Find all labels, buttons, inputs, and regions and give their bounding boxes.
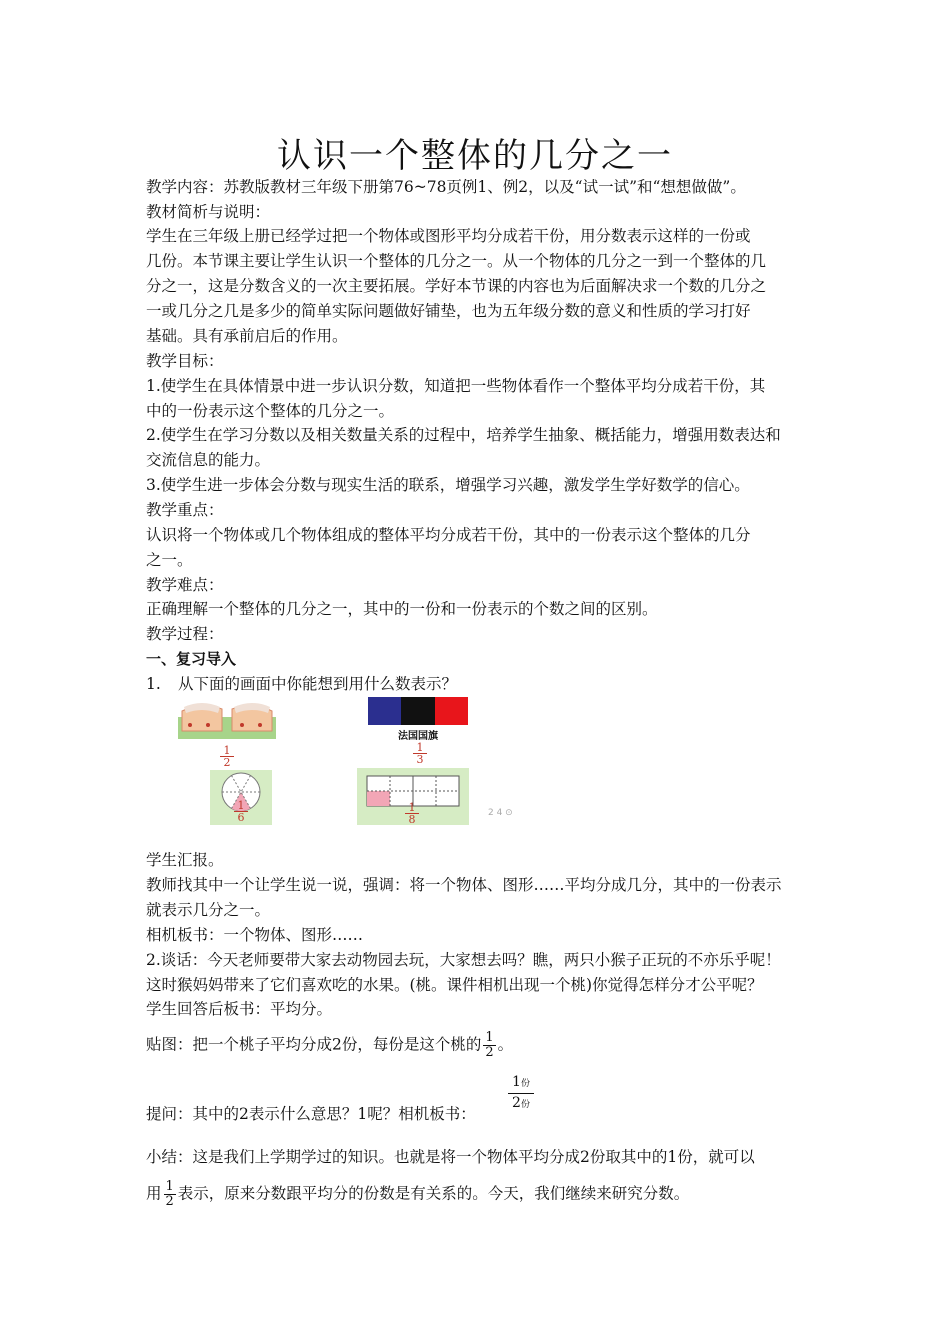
paragraph-line: 教学内容：苏教版教材三年级下册第76~78页例1、例2，以及“试一试”和“想想做做”。 bbox=[146, 178, 746, 196]
paragraph-line: 小结：这是我们上学期学过的知识。也就是将一个物体平均分成2份取其中的1份，就可以 bbox=[146, 1148, 755, 1166]
summary-pre: 用 bbox=[146, 1184, 162, 1203]
french-flag-image bbox=[368, 697, 468, 725]
tietu-end: 。 bbox=[497, 1035, 514, 1054]
paragraph-line: 相机板书：一个物体、图形…… bbox=[146, 926, 364, 944]
tiwen-line: 提问：其中的2表示什么意思？1呢？相机板书： bbox=[146, 1105, 476, 1123]
section-heading: 一、复习导入 bbox=[146, 650, 237, 668]
fraction: $\frac{1}{2}$ bbox=[485, 1030, 494, 1060]
paragraph-line: 这时猴妈妈带来了它们喜欢吃的水果。(桃。课件相机出现一个桃)你觉得怎样分才公平呢？ bbox=[146, 976, 763, 994]
circle-fraction: 1 6 bbox=[226, 800, 256, 823]
paragraph-line: 中的一份表示这个整体的几分之一。 bbox=[146, 402, 395, 420]
paragraph-line: 学生在三年级上册已经学过把一个物体或图形平均分成若干份，用分数表示这样的一份或 bbox=[146, 227, 751, 245]
paragraph-line: 教学重点： bbox=[146, 501, 224, 519]
paragraph-line: 学生汇报。 bbox=[146, 851, 224, 869]
paragraph-line: 就表示几分之一。 bbox=[146, 901, 271, 919]
paragraph-line: 正确理解一个整体的几分之一，其中的一份和一份表示的个数之间的区别。 bbox=[146, 600, 658, 618]
paragraph-line: 基础。具有承前启后的作用。 bbox=[146, 327, 348, 345]
paragraph-line: 1.使学生在具体情景中进一步认识分数，知道把一些物体看作一个整体平均分成若干份，其 bbox=[146, 377, 766, 395]
flag-caption: 法国国旗 bbox=[398, 731, 438, 742]
page-title: 认识一个整体的几分之一 bbox=[277, 136, 673, 176]
paragraph-line: 几份。本节课主要让学生认识一个整体的几分之一。从一个物体的几分之一到一个整体的几 bbox=[146, 252, 767, 270]
fraction: $\frac{1}{2}$ bbox=[165, 1179, 174, 1209]
paragraph-line: 教师找其中一个让学生说一说，强调：将一个物体、图形……平均分成几分，其中的一份表示 bbox=[146, 876, 782, 894]
paragraph-line: 教学目标： bbox=[146, 352, 224, 370]
question-text: 从下面的画面中你能想到用什么数表示？ bbox=[178, 675, 458, 693]
paragraph-line: 3.使学生进一步体会分数与现实生活的联系，增强学习兴趣，激发学生学好数学的信心。 bbox=[146, 476, 750, 494]
paragraph-line: 之一。 bbox=[146, 551, 193, 569]
paragraph-line: 学生回答后板书：平均分。 bbox=[146, 1000, 333, 1018]
stray-marks: 2 4 ⊙ bbox=[488, 808, 513, 818]
question-number: 1. bbox=[146, 675, 161, 693]
paragraph-line: 教材简析与说明： bbox=[146, 203, 271, 221]
paragraph-line: 2.使学生在学习分数以及相关数量关系的过程中，培养学生抽象、概括能力，增强用数表达和 bbox=[146, 426, 781, 444]
paragraph-line: 认识将一个物体或几个物体组成的整体平均分成若干份，其中的一份表示这个整体的几分 bbox=[146, 526, 751, 544]
unit-fraction: 1份 2份 bbox=[508, 1073, 534, 1114]
paragraph-line: 分之一，这是分数含义的一次主要拓展。学好本节课的内容也为后面解决求一个数的几分之 bbox=[146, 277, 767, 295]
paragraph-line: 教学难点： bbox=[146, 576, 224, 594]
tietu-text: 贴图：把一个桃子平均分成2份，每份是这个桃的 bbox=[146, 1035, 482, 1054]
paragraph-line: 一或几分之几是多少的简单实际问题做好铺垫，也为五年级分数的意义和性质的学习打好 bbox=[146, 302, 751, 320]
paragraph-line: 交流信息的能力。 bbox=[146, 451, 271, 469]
cake-image bbox=[178, 697, 276, 739]
paragraph-line: 教学过程： bbox=[146, 625, 224, 643]
cake-fraction: 1 2 bbox=[212, 745, 242, 768]
paragraph-line: 2.谈话：今天老师要带大家去动物园去玩，大家想去吗？瞧，两只小猴子正玩的不亦乐乎呢！ bbox=[146, 951, 781, 969]
rectangle-fraction: 1 8 bbox=[397, 802, 427, 825]
summary-line bbox=[146, 1180, 812, 1209]
flag-fraction: 1 3 bbox=[405, 742, 435, 765]
summary-post: 表示，原来分数跟平均分的份数是有关系的。今天，我们继续来研究分数。 bbox=[177, 1184, 690, 1203]
tietu-line bbox=[146, 1031, 812, 1060]
